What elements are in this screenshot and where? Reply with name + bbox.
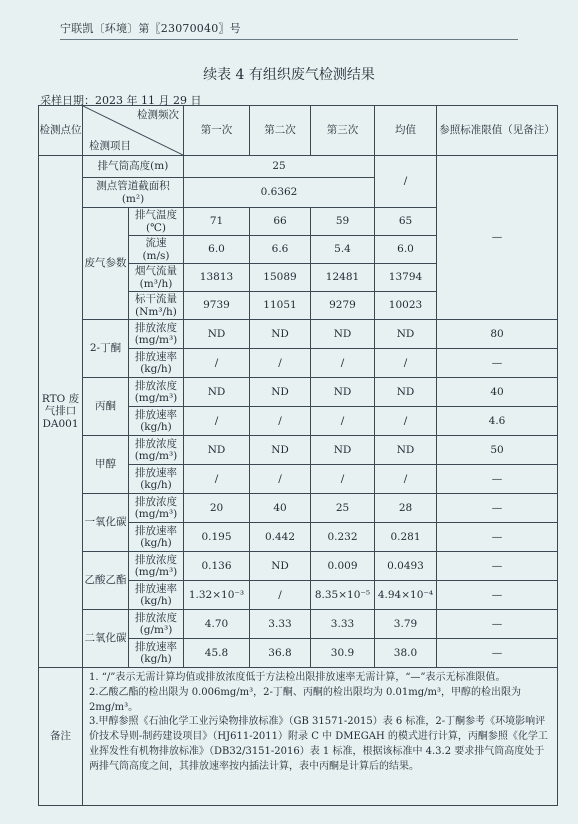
sampling-date: 采样日期：2023 年 11 月 29 日 [40, 94, 202, 107]
header-point: 检测点位 [39, 106, 83, 156]
value-cell: 3.33 [311, 610, 375, 639]
value-cell: 13813 [184, 264, 250, 292]
param-unit: (m/s) [142, 249, 170, 262]
value-cell: 0.281 [375, 523, 437, 552]
value-cell: 65 [375, 208, 437, 236]
reference-value: — [437, 156, 558, 320]
reference-value: 40 [437, 378, 558, 407]
area-label [83, 178, 184, 208]
value-cell: 0.009 [311, 552, 375, 581]
value-cell: 0.136 [184, 552, 250, 581]
param-unit: (kg/h) [140, 421, 172, 433]
value-cell: 71 [184, 208, 250, 236]
value-cell: ND [375, 320, 437, 349]
param-name: 排放速率 [135, 524, 177, 537]
parameter-cell [129, 552, 184, 581]
param-name: 排放浓度 [135, 321, 177, 334]
pollutant-name: 丙酮 [83, 378, 129, 436]
param-name: 排放浓度 [135, 379, 177, 392]
param-unit: (℃) [146, 221, 166, 234]
param-unit: (m³/h) [139, 277, 173, 290]
param-name: 排放浓度 [135, 495, 177, 508]
table-row [39, 494, 558, 523]
reference-value: — [437, 581, 558, 610]
value-cell: 25 [311, 494, 375, 523]
parameter-cell [129, 465, 184, 494]
param-unit: (mg/m³) [134, 566, 178, 578]
value-cell: ND [311, 320, 375, 349]
area-value: 0.6362 [184, 178, 375, 208]
value-cell: ND [250, 378, 311, 407]
param-unit: (mg/m³) [134, 334, 178, 346]
value-cell: 45.8 [184, 639, 250, 668]
param-name: 排放速率 [135, 582, 177, 595]
value-cell: / [375, 465, 437, 494]
value-cell: ND [375, 436, 437, 465]
parameter-cell [129, 378, 184, 407]
value-cell: 3.79 [375, 610, 437, 639]
value-cell: 40 [250, 494, 311, 523]
value-cell: / [184, 407, 250, 436]
table-row [39, 378, 558, 407]
value-cell: 8.35×10⁻⁵ [311, 581, 375, 610]
value-cell: 6.0 [375, 236, 437, 264]
header-item: 检测项目 [89, 139, 131, 152]
value-cell: / [311, 407, 375, 436]
param-name: 测点管道截面积 [96, 180, 170, 193]
reference-value: — [437, 610, 558, 639]
parameter-cell [129, 236, 184, 264]
value-cell: 10023 [375, 292, 437, 320]
header-reference: 参照标准限值（见备注） [437, 106, 558, 156]
value-cell: ND [184, 378, 250, 407]
value-cell: 0.442 [250, 523, 311, 552]
reference-value: — [437, 523, 558, 552]
gas-parameters-group: 废气参数 [83, 208, 129, 320]
value-cell: 9739 [184, 292, 250, 320]
header-diagonal [83, 106, 184, 156]
note-line: 3.甲醇参照《石油化学工业污染物排放标准》（GB 31571-2015）表 6 标准，2-丁酮参考《环境影响评价技术导则-制药建设项目》（HJ611-2011）附录 C 中 DMEGAH 的模式进行计算，丙酮参照《化学工业挥发性有机物排放标准》（DB32/3151-2016）表 1 标准，根据该标准中 4.3.2 要求排气筒高度处于两排气筒高度之间，其排放速率按内插法计算，表中丙酮是计算后的结果。 [89, 716, 548, 772]
page-title: 续表 4 有组织废气检测结果 [203, 67, 375, 83]
value-cell: 11051 [250, 292, 311, 320]
value-cell: / [250, 407, 311, 436]
parameter-cell [129, 208, 184, 236]
value-cell: / [375, 349, 437, 378]
notes-label: 备注 [39, 668, 83, 806]
parameter-cell [129, 523, 184, 552]
reference-value: — [437, 552, 558, 581]
pollutant-name: 甲醇 [83, 436, 129, 494]
param-unit: (kg/h) [140, 653, 172, 665]
value-cell: 4.94×10⁻⁴ [375, 581, 437, 610]
param-unit: (m²) [121, 192, 145, 205]
param-name: 排放浓度 [135, 553, 177, 566]
value-cell: ND [250, 320, 311, 349]
value-cell: 30.9 [311, 639, 375, 668]
table-row [39, 436, 558, 465]
header-second: 第二次 [250, 106, 311, 156]
parameter-cell [129, 639, 184, 668]
value-cell: 1.32×10⁻³ [184, 581, 250, 610]
parameter-cell [129, 349, 184, 378]
reference-value: 80 [437, 320, 558, 349]
header-first: 第一次 [184, 106, 250, 156]
header-third: 第三次 [311, 106, 375, 156]
value-cell: 0.195 [184, 523, 250, 552]
reference-value: 4.6 [437, 407, 558, 436]
param-name: 排气温度 [135, 209, 177, 222]
table-row [39, 106, 558, 156]
header-frequency: 检测频次 [137, 109, 179, 121]
param-name: 流速 [145, 237, 167, 250]
stack-average: / [375, 156, 437, 208]
pollutant-name: 2-丁酮 [83, 320, 129, 378]
param-unit: (Nm³/h) [135, 305, 177, 318]
value-cell: 6.6 [250, 236, 311, 264]
reference-value: 50 [437, 436, 558, 465]
parameter-cell [129, 581, 184, 610]
value-cell: 0.0493 [375, 552, 437, 581]
parameter-cell [129, 494, 184, 523]
value-cell: 38.0 [375, 639, 437, 668]
value-cell: ND [250, 552, 311, 581]
value-cell: ND [184, 436, 250, 465]
param-name: 标干流量 [135, 293, 177, 306]
value-cell: / [311, 465, 375, 494]
note-line: 1. “/”表示无需计算均值或排放浓度低于方法检出限排放速率无需计算，“—”表示无标准限值。 [89, 672, 506, 683]
value-cell: 36.8 [250, 639, 311, 668]
notes-content [83, 668, 558, 806]
param-unit: (g/m³) [139, 624, 173, 636]
param-unit: (mg/m³) [134, 508, 178, 520]
value-cell: 3.33 [250, 610, 311, 639]
pollutant-name: 一氧化碳 [83, 494, 129, 552]
header-average: 均值 [375, 106, 437, 156]
param-unit: (mg/m³) [134, 450, 178, 462]
reference-value: — [437, 494, 558, 523]
parameter-cell [129, 292, 184, 320]
header-rule [60, 39, 518, 40]
param-name: 排放速率 [135, 640, 177, 653]
param-name: 排放速率 [135, 350, 177, 363]
value-cell: ND [375, 378, 437, 407]
reference-value: — [437, 349, 558, 378]
table-row [39, 668, 558, 806]
stack-height-value: 25 [184, 156, 375, 178]
value-cell: 28 [375, 494, 437, 523]
value-cell: 4.70 [184, 610, 250, 639]
value-cell: / [375, 407, 437, 436]
param-name: 排放速率 [135, 466, 177, 479]
value-cell: / [311, 349, 375, 378]
param-unit: (kg/h) [140, 479, 172, 491]
parameter-cell [129, 407, 184, 436]
param-unit: (kg/h) [140, 363, 172, 375]
parameter-cell [129, 610, 184, 639]
table-row [39, 552, 558, 581]
value-cell: 20 [184, 494, 250, 523]
value-cell: 66 [250, 208, 311, 236]
location-cell: RTO 废气排口 DA001 [39, 156, 83, 668]
table-row [39, 320, 558, 349]
stack-height-label: 排气筒高度(m) [83, 156, 184, 178]
parameter-cell [129, 436, 184, 465]
value-cell: 0.232 [311, 523, 375, 552]
param-name: 排放浓度 [135, 611, 177, 624]
value-cell: 59 [311, 208, 375, 236]
value-cell: 9279 [311, 292, 375, 320]
reference-value: — [437, 465, 558, 494]
parameter-cell [129, 264, 184, 292]
value-cell: 5.4 [311, 236, 375, 264]
value-cell: 13794 [375, 264, 437, 292]
param-name: 排放速率 [135, 408, 177, 421]
param-name: 烟气流量 [135, 265, 177, 278]
table-row [39, 156, 558, 178]
param-unit: (mg/m³) [134, 392, 178, 404]
table-row [39, 610, 558, 639]
param-unit: (kg/h) [140, 595, 172, 607]
value-cell: 12481 [311, 264, 375, 292]
document-number: 宁联凯〔环境〕第〖23070040〗号 [60, 22, 241, 35]
value-cell: ND [184, 320, 250, 349]
value-cell: / [184, 465, 250, 494]
value-cell: / [250, 465, 311, 494]
pollutant-name: 乙酸乙酯 [83, 552, 129, 610]
value-cell: / [250, 581, 311, 610]
results-table [38, 105, 558, 806]
note-line: 2.乙酸乙酯的检出限为 0.006mg/m³，2-丁酮、丙酮的检出限均为 0.01mg/m³，甲醇的检出限为 2mg/m³。 [89, 686, 522, 713]
reference-value: — [437, 639, 558, 668]
pollutant-name: 二氧化碳 [83, 610, 129, 668]
value-cell: 15089 [250, 264, 311, 292]
value-cell: 6.0 [184, 236, 250, 264]
value-cell: ND [250, 436, 311, 465]
value-cell: / [184, 349, 250, 378]
value-cell: ND [311, 378, 375, 407]
value-cell: ND [311, 436, 375, 465]
value-cell: / [250, 349, 311, 378]
param-name: 排放浓度 [135, 437, 177, 450]
parameter-cell [129, 320, 184, 349]
param-unit: (kg/h) [140, 537, 172, 549]
